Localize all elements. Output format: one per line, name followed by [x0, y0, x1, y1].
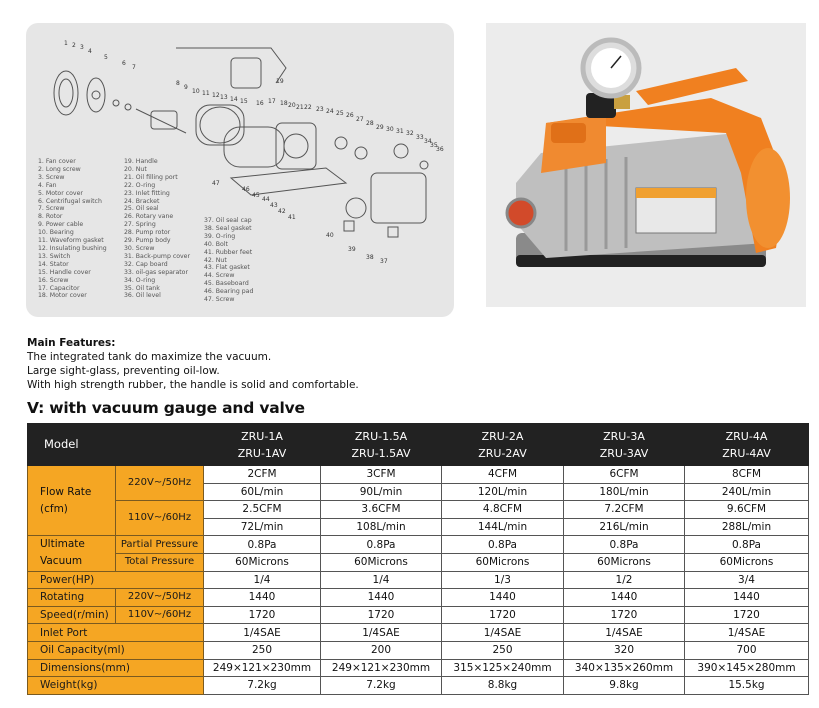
table-cell: 390×145×280mm — [685, 659, 809, 677]
table-cell: 216L/min — [564, 518, 685, 536]
table-row — [28, 677, 809, 695]
speed-label: Speed(r/min) — [28, 606, 116, 624]
callout-number: 11 — [202, 90, 210, 97]
table-cell: 120L/min — [442, 483, 564, 501]
oil-capacity-label: Oil Capacity(ml) — [28, 641, 204, 659]
callout-number: 28 — [366, 120, 374, 127]
callout-number: 5 — [104, 54, 108, 61]
table-cell: 1440 — [564, 589, 685, 607]
spec-table — [27, 423, 809, 695]
rot-voltage-110-label: 110V~/60Hz — [116, 606, 204, 624]
callout-number: 17 — [268, 98, 276, 105]
callout-number: 39 — [348, 246, 356, 253]
callout-number: 44 — [262, 196, 270, 203]
power-label: Power(HP) — [28, 571, 204, 589]
table-cell: 1440 — [442, 589, 564, 607]
table-cell: 1720 — [685, 606, 809, 624]
table-cell: 1720 — [564, 606, 685, 624]
partial-pressure-label: Partial Pressure — [116, 536, 204, 554]
callout-number: 46 — [242, 186, 250, 193]
callout-number: 14 — [230, 96, 238, 103]
features-title: Main Features: — [27, 337, 116, 349]
table-cell: 7.2kg — [321, 677, 442, 695]
table-cell: 1/4SAE — [204, 624, 321, 642]
table-row — [28, 553, 809, 571]
callout-number: 25 — [336, 110, 344, 117]
table-cell: 72L/min — [204, 518, 321, 536]
callout-number: 29 — [376, 124, 384, 131]
callout-number: 13 — [220, 94, 228, 101]
table-cell: 315×125×240mm — [442, 659, 564, 677]
rotating-label: Rotating — [28, 589, 116, 607]
table-row — [28, 501, 809, 519]
table-cell: 15.5kg — [685, 677, 809, 695]
table-cell: 8.8kg — [442, 677, 564, 695]
callout-number: 7 — [132, 64, 136, 71]
ultimate-vacuum-label: Ultimate Vacuum — [28, 536, 116, 571]
callout-number: 19 — [276, 78, 284, 85]
table-cell: 200 — [321, 641, 442, 659]
parts-list-col2: 19. Handle 20. Nut 21. Oil filling port 22. O-ring 23. Inlet fitting 24. Bracket 25. Oil seal 26. Rotary vane 27. Spring 28. Pump rotor 29. Pump body 30. Screw 31. Back-pump cover 32. Cap board 33. oil-gas separator 34. O-ring 35. Oil tank 36. Oil level — [124, 158, 191, 300]
callout-number: 1 — [64, 40, 68, 47]
table-row — [28, 536, 809, 554]
table-cell: 1/3 — [442, 571, 564, 589]
table-row — [28, 466, 809, 484]
model-header: Model — [28, 424, 204, 466]
model-cell: ZRU-3A ZRU-3AV — [564, 424, 685, 466]
table-cell: 6CFM — [564, 466, 685, 484]
callout-number: 4 — [88, 48, 92, 55]
table-cell: 3/4 — [685, 571, 809, 589]
table-cell: 60Microns — [321, 553, 442, 571]
callout-number: 42 — [278, 208, 286, 215]
table-cell: 144L/min — [442, 518, 564, 536]
feature-line: The integrated tank do maximize the vacuum. — [27, 351, 272, 363]
callout-number: 34 — [424, 138, 432, 145]
table-cell: 60Microns — [204, 553, 321, 571]
callout-number: 15 — [240, 98, 248, 105]
callout-number: 27 — [356, 116, 364, 123]
table-cell: 1/4SAE — [564, 624, 685, 642]
table-cell: 1/4SAE — [442, 624, 564, 642]
table-cell: 7.2CFM — [564, 501, 685, 519]
voltage-110-label: 110V~/60Hz — [116, 501, 204, 536]
callout-number: 10 — [192, 88, 200, 95]
table-cell: 1440 — [321, 589, 442, 607]
table-cell: 340×135×260mm — [564, 659, 685, 677]
voltage-220-label: 220V~/50Hz — [116, 466, 204, 501]
dimensions-label: Dimensions(mm) — [28, 659, 204, 677]
total-pressure-label: Total Pressure — [116, 553, 204, 571]
feature-line: Large sight-glass, preventing oil-low. — [27, 365, 220, 377]
table-cell: 1720 — [442, 606, 564, 624]
table-cell: 0.8Pa — [321, 536, 442, 554]
callout-number: 35 — [430, 142, 438, 149]
table-cell: 1/2 — [564, 571, 685, 589]
model-cell: ZRU-1A ZRU-1AV — [204, 424, 321, 466]
callout-number: 47 — [212, 180, 220, 187]
table-cell: 1/4SAE — [685, 624, 809, 642]
callout-number: 8 — [176, 80, 180, 87]
model-cell: ZRU-1.5A ZRU-1.5AV — [321, 424, 442, 466]
table-cell: 1/4SAE — [321, 624, 442, 642]
parts-list-col3: 37. Oil seal cap 38. Seal gasket 39. O-ring 40. Bolt 41. Rubber feet 42. Nut 43. Flat gasket 44. Screw 45. Baseboard 46. Bearing pad 47. Screw — [204, 217, 254, 304]
callout-number: 37 — [380, 258, 388, 265]
inlet-port-label: Inlet Port — [28, 624, 204, 642]
callout-number: 40 — [326, 232, 334, 239]
table-cell: 60Microns — [564, 553, 685, 571]
callout-number: 16 — [256, 100, 264, 107]
callout-number: 24 — [326, 108, 334, 115]
callout-number: 21 — [296, 104, 304, 111]
table-cell: 1720 — [204, 606, 321, 624]
table-cell: 249×121×230mm — [204, 659, 321, 677]
table-cell: 1/4 — [204, 571, 321, 589]
table-row — [28, 589, 809, 607]
callout-number: 36 — [436, 146, 444, 153]
table-cell: 7.2kg — [204, 677, 321, 695]
table-cell: 1440 — [685, 589, 809, 607]
table-cell: 60Microns — [685, 553, 809, 571]
table-cell: 108L/min — [321, 518, 442, 536]
table-cell: 180L/min — [564, 483, 685, 501]
table-cell: 1440 — [204, 589, 321, 607]
table-cell: 1720 — [321, 606, 442, 624]
callout-number: 18 — [280, 100, 288, 107]
table-cell: 90L/min — [321, 483, 442, 501]
table-cell: 2CFM — [204, 466, 321, 484]
weight-label: Weight(kg) — [28, 677, 204, 695]
callout-number: 3 — [80, 44, 84, 51]
table-cell: 9.8kg — [564, 677, 685, 695]
table-cell: 1/4 — [321, 571, 442, 589]
table-row — [28, 571, 809, 589]
table-cell: 0.8Pa — [204, 536, 321, 554]
callout-number: 45 — [252, 192, 260, 199]
callout-number: 41 — [288, 214, 296, 221]
callout-number: 22 — [304, 104, 312, 111]
table-cell: 250 — [442, 641, 564, 659]
callout-number: 9 — [184, 84, 188, 91]
table-cell: 4CFM — [442, 466, 564, 484]
table-cell: 0.8Pa — [564, 536, 685, 554]
callout-number: 31 — [396, 128, 404, 135]
table-row — [28, 606, 809, 624]
vacuum-pump-illustration — [486, 23, 806, 307]
callout-number: 2 — [72, 42, 76, 49]
model-cell: ZRU-4A ZRU-4AV — [685, 424, 809, 466]
callout-number: 38 — [366, 254, 374, 261]
callout-number: 30 — [386, 126, 394, 133]
feature-line: With high strength rubber, the handle is solid and comfortable. — [27, 379, 359, 391]
callout-number: 33 — [416, 134, 424, 141]
table-cell: 0.8Pa — [685, 536, 809, 554]
table-cell: 60L/min — [204, 483, 321, 501]
callout-number: 26 — [346, 112, 354, 119]
table-cell: 0.8Pa — [442, 536, 564, 554]
main-features — [27, 336, 527, 392]
parts-list-col1: 1. Fan cover 2. Long screw 3. Screw 4. Fan 5. Motor cover 6. Centrifugal switch 7. Screw 8. Rotor 9. Power cable 10. Bearing 11. Waveform gasket 12. Insulating bushing 13. Switch 14. Stator 15. Handle cover 16. Screw 17. Capacitor 18. Motor cover — [38, 158, 107, 300]
table-cell: 249×121×230mm — [321, 659, 442, 677]
table-row — [28, 659, 809, 677]
section-title: V: with vacuum gauge and valve — [27, 399, 305, 417]
table-cell: 4.8CFM — [442, 501, 564, 519]
table-cell: 8CFM — [685, 466, 809, 484]
table-cell: 320 — [564, 641, 685, 659]
table-row — [28, 624, 809, 642]
table-cell: 3.6CFM — [321, 501, 442, 519]
table-cell: 2.5CFM — [204, 501, 321, 519]
table-cell: 9.6CFM — [685, 501, 809, 519]
table-cell: 240L/min — [685, 483, 809, 501]
callout-number: 23 — [316, 106, 324, 113]
callout-number: 43 — [270, 202, 278, 209]
callout-number: 32 — [406, 130, 414, 137]
table-row — [28, 641, 809, 659]
table-cell: 3CFM — [321, 466, 442, 484]
exploded-diagram-panel — [26, 23, 454, 317]
table-header-row — [28, 424, 809, 466]
table-cell: 700 — [685, 641, 809, 659]
table-cell: 60Microns — [442, 553, 564, 571]
callout-number: 6 — [122, 60, 126, 67]
flow-rate-label: Flow Rate (cfm) — [28, 466, 116, 536]
table-cell: 250 — [204, 641, 321, 659]
rot-voltage-220-label: 220V~/50Hz — [116, 589, 204, 607]
model-cell: ZRU-2A ZRU-2AV — [442, 424, 564, 466]
table-cell: 288L/min — [685, 518, 809, 536]
vacuum-pump-photo — [486, 23, 806, 307]
callout-number: 12 — [212, 92, 220, 99]
callout-number: 20 — [288, 102, 296, 109]
